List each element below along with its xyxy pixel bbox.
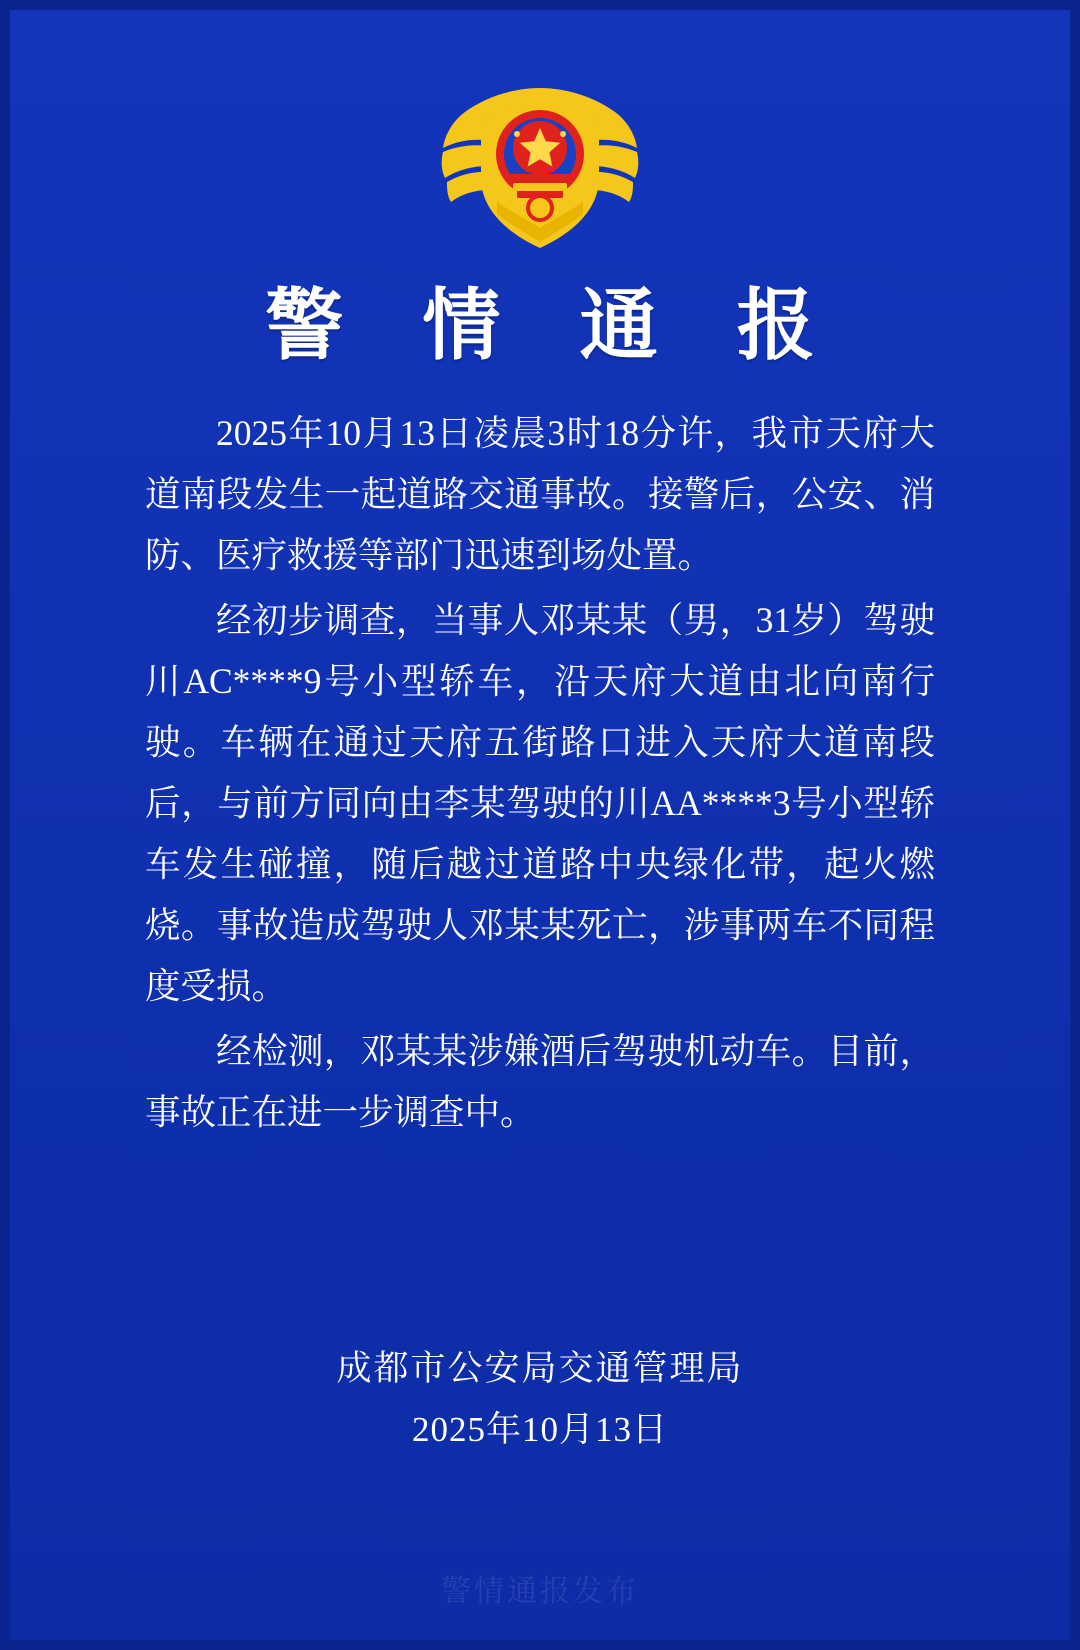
body-paragraph-2: 经初步调查，当事人邓某某（男，31岁）驾驶川AC****9号小型轿车，沿天府大道由北向南行驶。车辆在通过天府五街路口进入天府大道南段后，与前方同向由李某驾驶的川AA****3号小型轿车发生碰撞，随后越过道路中央绿化带，起火燃烧。事故造成驾驶人邓某某死亡，涉事两车不同程度受损。: [145, 599, 935, 1007]
issue-date: 2025年10月13日: [411, 1409, 668, 1449]
issuing-organization: 成都市公安局交通管理局: [336, 1348, 744, 1388]
signature-block: [10, 1338, 1070, 1461]
watermark-text: 警情通报发布: [441, 1575, 639, 1608]
police-emblem-icon: [435, 82, 645, 257]
body-paragraph-3: 经检测，邓某某涉嫌酒后驾驶机动车。目前，事故正在进一步调查中。: [145, 1031, 935, 1133]
body-paragraph-1: 2025年10月13日凌晨3时18分许，我市天府大道南段发生一起道路交通事故。接警后，公安、消防、医疗救援等部门迅速到场处置。: [145, 412, 935, 575]
notice-body: [145, 403, 935, 1148]
document-title: 警 情 通 报: [265, 280, 841, 371]
